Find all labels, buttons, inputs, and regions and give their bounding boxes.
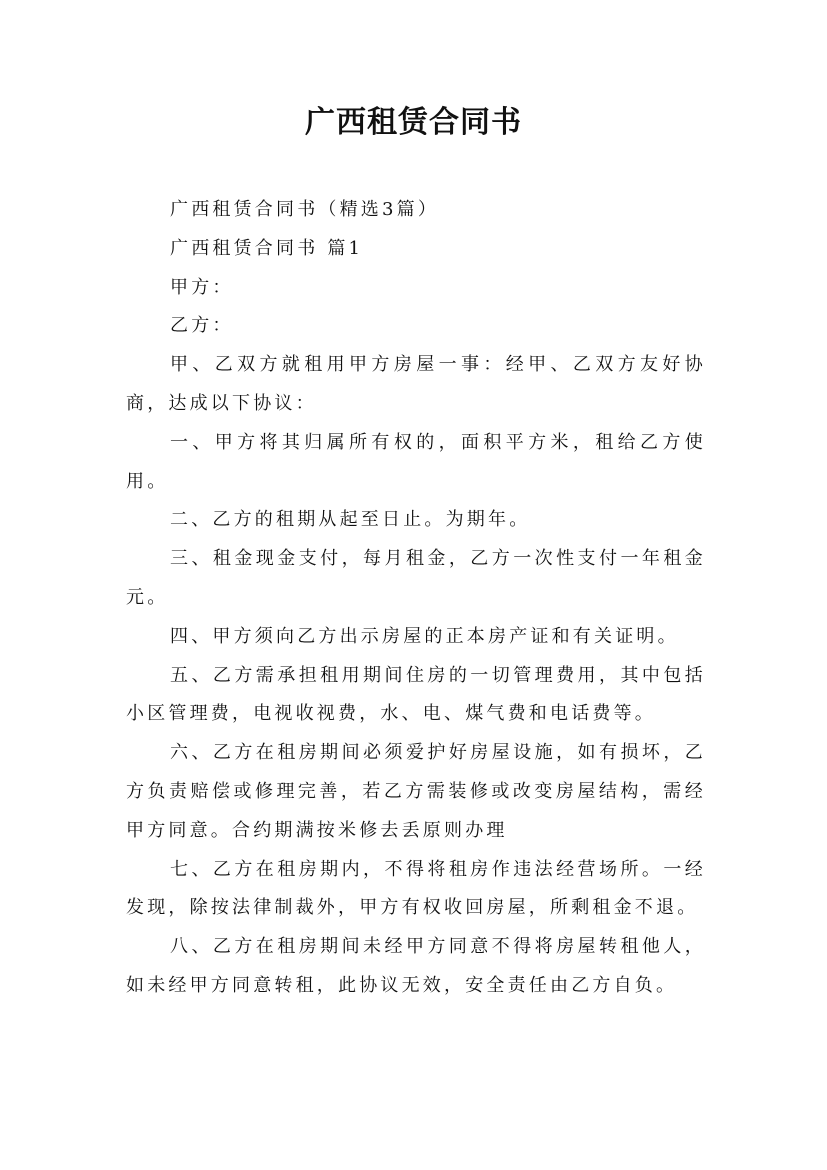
- document-body: [126, 191, 706, 1006]
- paragraph-clause-4: 四、甲方须向乙方出示房屋的正本房产证和有关证明。: [170, 625, 679, 647]
- paragraph-clause-6: 六、乙方在租房期间必须爱护好房屋设施，如有损坏，乙方负责赔偿或修理完善，若乙方需装修或改变房屋结构，需经甲方同意。合约期满按米修去丢原则办理: [126, 742, 706, 841]
- paragraph-party-a: 甲方：: [170, 276, 234, 298]
- paragraph-subtitle: 广西租赁合同书（精选3篇）: [170, 199, 440, 220]
- document-title: 广西租赁合同书: [305, 105, 522, 140]
- paragraph-clause-3: 三、租金现金支付，每月租金，乙方一次性支付一年租金元。: [126, 548, 706, 608]
- paragraph-section-heading: 广西租赁合同书 篇1: [170, 237, 364, 259]
- paragraph-clause-2: 二、乙方的租期从起至日止。为期年。: [170, 509, 531, 531]
- paragraph-preamble: 甲、乙双方就租用甲方房屋一事：经甲、乙双方友好协商，达成以下协议：: [126, 354, 706, 414]
- paragraph-party-b: 乙方：: [170, 315, 234, 337]
- paragraph-clause-5: 五、乙方需承担租用期间住房的一切管理费用，其中包括小区管理费，电视收视费，水、电、煤气费和电话费等。: [126, 664, 706, 725]
- paragraph-clause-8: 八、乙方在租房期间未经甲方同意不得将房屋转租他人，如未经甲方同意转租，此协议无效，安全责任由乙方自负。: [126, 936, 706, 996]
- paragraph-clause-1: 一、甲方将其归属所有权的，面积平方米，租给乙方使用。: [126, 431, 706, 492]
- paragraph-clause-7: 七、乙方在租房期内，不得将租房作违法经营场所。一经发现，除按法律制裁外，甲方有权收回房屋，所剩租金不退。: [126, 858, 706, 919]
